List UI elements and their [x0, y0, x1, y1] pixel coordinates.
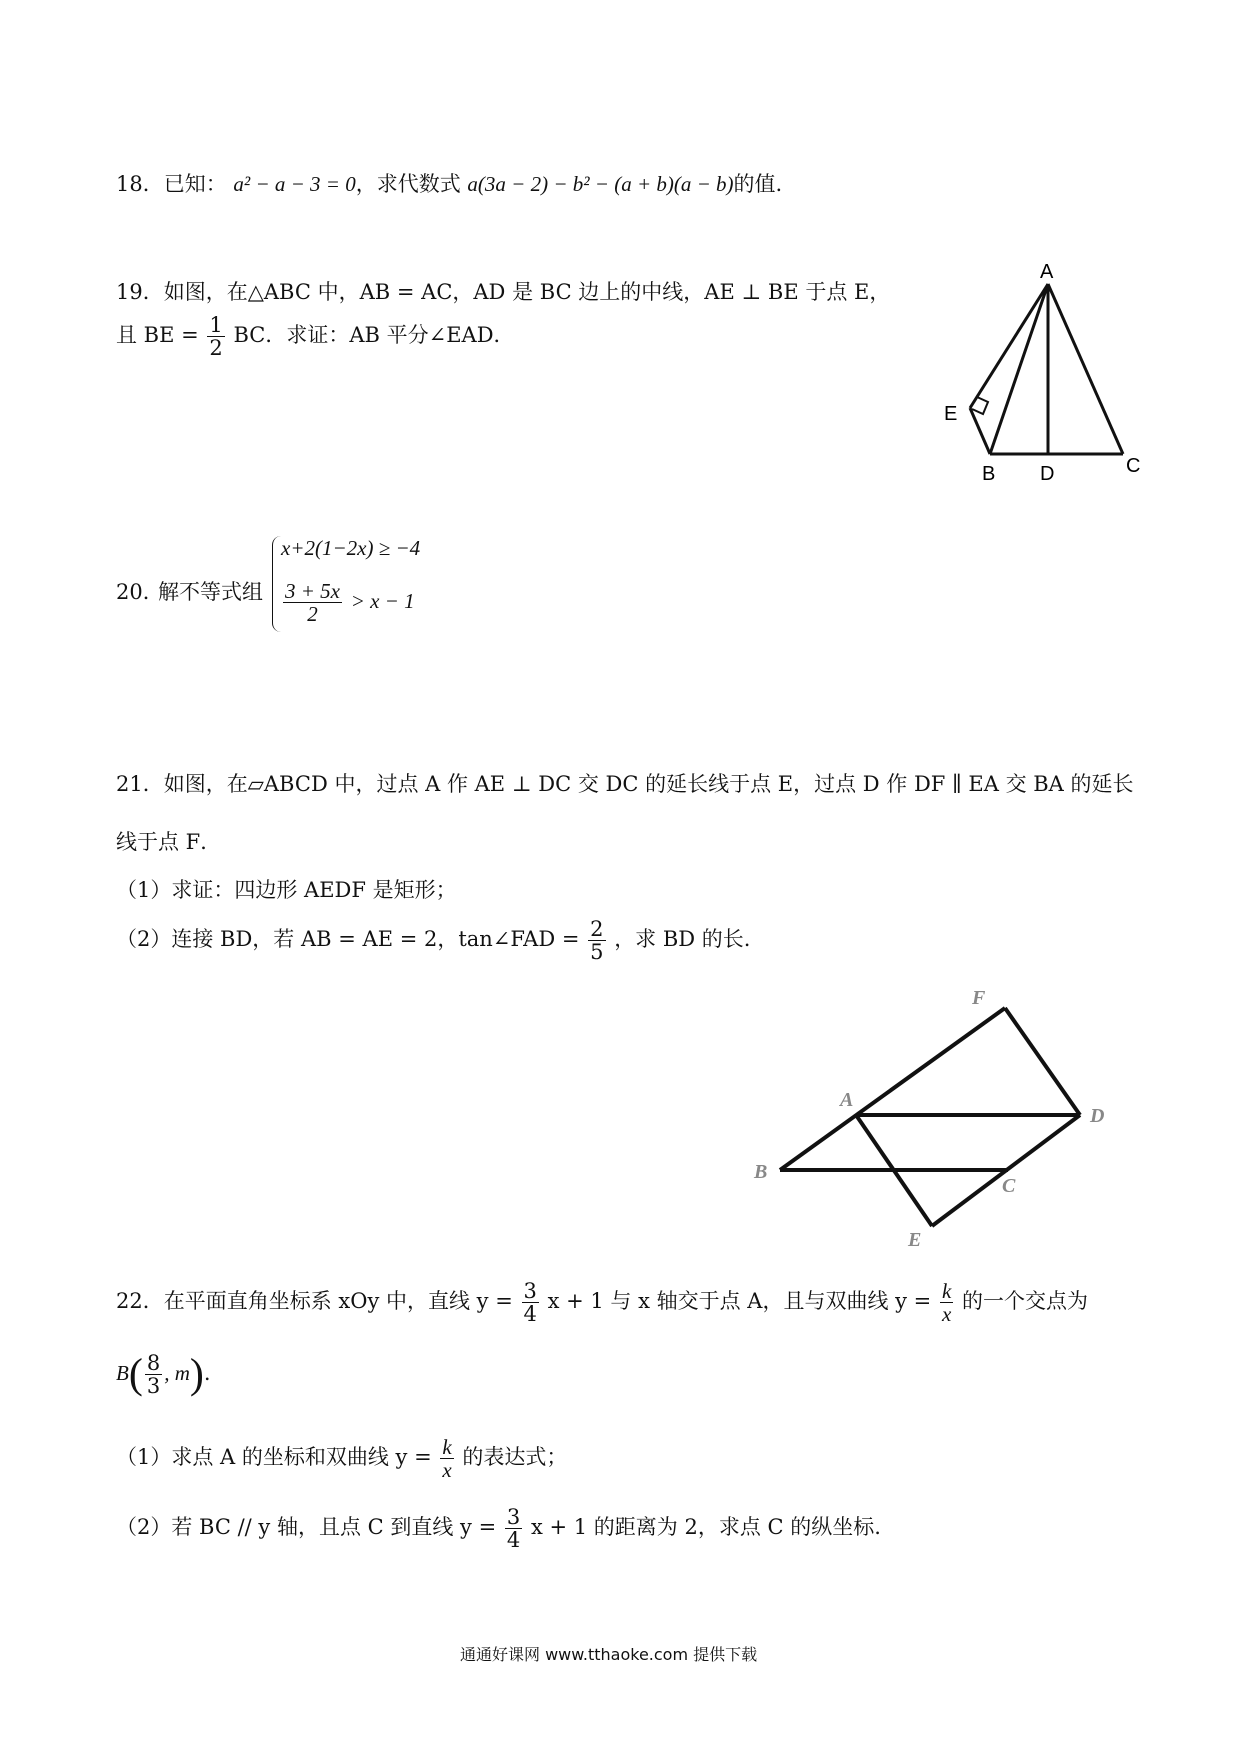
question-22-part2	[116, 1506, 881, 1551]
q22-hyperbola-fraction	[940, 1280, 953, 1325]
q22-part2-den: 4	[506, 1528, 521, 1553]
label-d: D	[1090, 1105, 1105, 1127]
q22-part1-fraction	[440, 1436, 453, 1481]
q19-frac-den: 2	[209, 336, 223, 361]
segment-ab	[990, 284, 1048, 454]
q20-inequality-1: x+2(1−2x) ≥ −4	[281, 536, 421, 560]
label-e: E	[944, 403, 958, 425]
segment-ae	[970, 284, 1048, 408]
q18-tail: 的值.	[733, 172, 783, 196]
q22-point-den: 3	[146, 1374, 161, 1399]
q21-frac-den: 5	[590, 940, 604, 965]
q20-frac-num: 3 + 5x	[285, 579, 340, 603]
q19-line1: 如图，在△ABC 中，AB = AC，AD 是 BC 边上的中线，AE ⊥ BE 于点 E，	[163, 280, 891, 304]
q22-line1-b: x + 1 与 x 轴交于点 A，且与双曲线 y =	[547, 1289, 932, 1314]
question-21-part2	[116, 918, 750, 963]
q19-number: 19．	[116, 280, 164, 304]
segment-bf	[780, 1008, 1005, 1170]
q22-point-num: 8	[146, 1351, 161, 1375]
q18-known: 已知：	[163, 172, 227, 196]
q22-k-num: k	[941, 1279, 952, 1303]
label-d: D	[1040, 463, 1055, 485]
q18-number: 18．	[116, 172, 164, 196]
q22-part2-a: （2）若 BC // y 轴，且点 C 到直线 y =	[116, 1515, 497, 1540]
q19-line2-b: BC．求证：AB 平分∠EAD．	[233, 323, 515, 348]
label-b: B	[754, 1161, 768, 1183]
question-22-point	[116, 1352, 211, 1397]
q22-part2-num: 3	[506, 1505, 521, 1529]
q20-inequality-2-rest: > x − 1	[350, 589, 415, 614]
q20-inequality-2	[281, 580, 415, 625]
q21-part2-a: （2）连接 BD，若 AB = AE = 2，tan∠FAD =	[116, 927, 580, 952]
question-21-line1	[116, 768, 1134, 798]
q18-condition: a² − a − 3 = 0	[233, 172, 356, 196]
q22-line1-c: 的一个交点为	[961, 1289, 1088, 1314]
label-f: F	[972, 987, 986, 1009]
figure-triangle-abc	[930, 258, 1160, 488]
q22-point-b: B	[116, 1361, 129, 1386]
q21-number: 21．	[116, 772, 164, 796]
question-22-part1	[116, 1436, 567, 1481]
q21-frac-num: 2	[590, 917, 604, 941]
q22-part2-fraction	[505, 1506, 522, 1551]
segment-eb	[970, 408, 990, 454]
q22-point-end: .	[203, 1361, 211, 1386]
label-e: E	[908, 1229, 922, 1250]
q22-slope-num: 3	[523, 1279, 537, 1303]
q21-line2: 线于点 F．	[116, 830, 222, 854]
q22-part2-b: x + 1 的距离为 2，求点 C 的纵坐标.	[530, 1515, 881, 1540]
triangle-lines	[970, 284, 1123, 454]
question-21-line2	[116, 826, 221, 856]
figure-parallelogram-abcd	[740, 980, 1140, 1250]
footer-text: 通通好课网 www.tthaoke.com 提供下载	[460, 1645, 758, 1664]
q21-part2-b: ，求 BD 的长.	[614, 927, 751, 952]
q22-number: 22．	[116, 1289, 164, 1314]
q22-k-den: x	[941, 1302, 952, 1327]
label-a: A	[840, 1089, 854, 1111]
segment-fd	[1005, 1008, 1080, 1115]
q20-label: 解不等式组	[158, 580, 263, 604]
q22-slope-den: 4	[523, 1302, 537, 1327]
q21-fraction	[588, 918, 605, 963]
label-a: A	[1040, 261, 1054, 283]
q22-part1-den: x	[442, 1458, 452, 1483]
q22-part1-a: （1）求点 A 的坐标和双曲线 y =	[116, 1445, 432, 1470]
question-21-part1	[116, 874, 457, 904]
q20-frac-den: 2	[307, 602, 318, 627]
segment-ac	[1048, 284, 1123, 454]
q19-frac-num: 1	[209, 313, 223, 337]
q22-point-m: , m	[164, 1361, 190, 1386]
q22-part1-b: 的表达式；	[462, 1445, 568, 1470]
q20-system	[272, 536, 421, 632]
q21-line1: 如图，在▱ABCD 中，过点 A 作 AE ⊥ DC 交 DC 的延长线于点 E，过点 D 作 DF ∥ EA 交 BA 的延长	[163, 772, 1134, 796]
page-footer	[460, 1642, 757, 1665]
q18-expression: a(3a − 2) − b² − (a + b)(a − b)	[467, 172, 734, 196]
q18-ask: ，求代数式	[355, 172, 461, 196]
q22-part1-num: k	[442, 1435, 452, 1459]
parallelogram-lines	[780, 1008, 1080, 1226]
q22-paren-close: )	[189, 1351, 204, 1398]
question-22-line1	[116, 1280, 1088, 1325]
label-b: B	[982, 463, 996, 485]
q21-part1: （1）求证：四边形 AEDF 是矩形；	[116, 878, 457, 902]
question-19-line1	[116, 276, 890, 306]
q22-paren-open: (	[128, 1351, 143, 1398]
q19-fraction	[207, 314, 224, 359]
q22-line1-a: 在平面直角坐标系 xOy 中，直线 y =	[163, 1289, 513, 1314]
q19-line2-a: 且 BE =	[116, 323, 199, 348]
q22-point-fraction	[145, 1352, 162, 1397]
question-19-line2	[116, 314, 515, 359]
label-c: C	[1002, 1175, 1016, 1197]
q20-number: 20．	[116, 580, 164, 604]
label-c: C	[1126, 455, 1141, 477]
q22-slope-fraction	[522, 1280, 539, 1325]
question-18	[116, 168, 782, 198]
q20-fraction	[283, 580, 342, 625]
